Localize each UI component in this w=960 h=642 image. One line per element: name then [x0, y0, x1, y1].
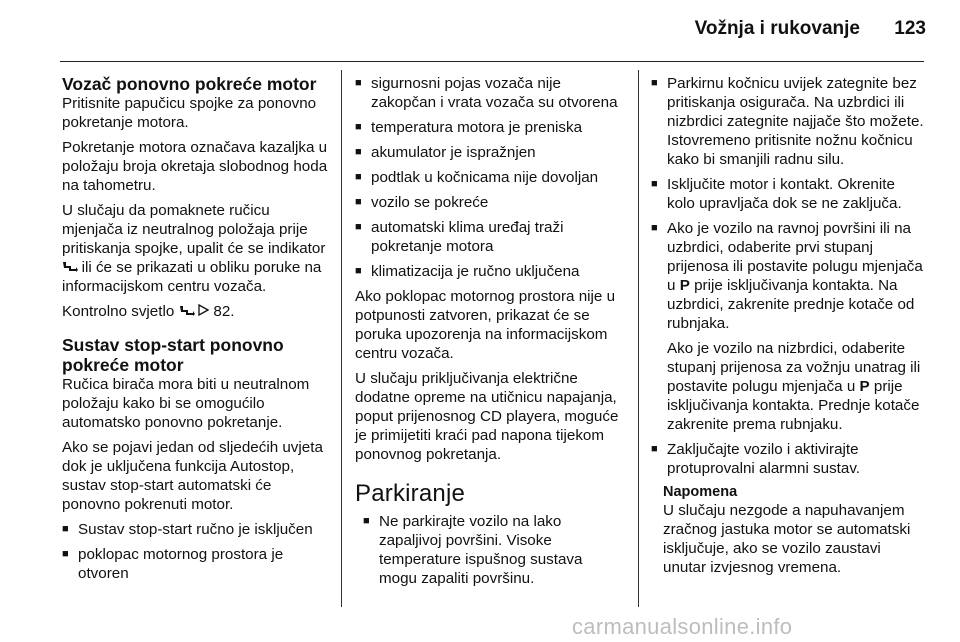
paragraph: Ako poklopac motornog prostora nije u potpunosti zatvoren, prikazat će se poruka upozorenja na informacijskom centru vozača.: [355, 288, 616, 362]
text-span: Kontrolno svjetlo: [62, 303, 175, 320]
bullet-item: ■ sigurnosni pojas vozača nije zakopčan i vrata vozača su otvorena: [355, 74, 623, 112]
header-rule: [60, 61, 924, 62]
note-box: [651, 484, 926, 577]
section-title-parking: Parkiranje: [355, 480, 466, 507]
paragraph: Pritisnite papučicu spojke za ponovno pokretanje motora.: [62, 95, 317, 131]
watermark: carmanualsonline.info: [572, 614, 793, 639]
bullet-item: ■ akumulator je ispražnjen: [355, 143, 623, 162]
paragraph: [62, 201, 332, 296]
column-right: [651, 74, 926, 577]
note-title: Napomena: [663, 484, 738, 500]
bullet-item: ■ Zaključajte vozilo i aktivirajte protuprovalni alarmni sustav.: [651, 440, 926, 478]
text-span: Ako je vozilo na nizbrdici, odaberite stupanj prijenosa za vožnju unatrag ili postavite polugu mjenjača u: [667, 340, 921, 395]
column-middle: [355, 74, 623, 594]
bullet-item: ■ podtlak u kočnicama nije dovoljan: [355, 168, 623, 187]
bullet-item: ■ klimatizacija je ručno uključena: [355, 262, 623, 281]
bullet-item: ■ automatski klima uređaj traži pokretanje motora: [355, 218, 623, 256]
bullet-item: ■ Ne parkirajte vozilo na lako zapaljivoj površini. Visoke temperature ispušnog sustava mogu zapaliti površinu.: [363, 512, 623, 588]
running-header-title: Vožnja i rukovanje: [694, 18, 860, 39]
page-reference-link[interactable]: 82.: [213, 303, 235, 320]
page-number: 123: [894, 18, 926, 39]
bullet-item: ■ Parkirnu kočnicu uvijek zategnite bez pritiskanja osigurača. Na uzbrdici ili nizbrdici zategnite najjače što možete. Istovremeno pritisnite nožnu kočnicu kako bi smanjili radnu silu.: [651, 74, 926, 169]
paragraph: U slučaju priključivanja električne dodatne opreme na utičnicu napajanja, poput prijenosnog CD playera, moguće je primijetiti kraći pad napona tijekom ponovnog pokretanja.: [355, 370, 619, 463]
text-span: prije isključivanja kontakta. Prednje kotače zakrenite prema rubnjaku.: [667, 378, 920, 433]
note-text: U slučaju nezgode a napuhavanjem zračnog jastuka motor se automatski isključuje, ako se vozilo zaustavi unutar izvjesnog vremena.: [663, 502, 911, 576]
text-span: Ako je vozilo na ravnoj površini ili na uzbrdici, odaberite prvi stupanj prijenosa ili postavite polugu mjenjača u: [667, 220, 923, 294]
stop-start-indicator-icon: [62, 260, 82, 275]
page-reference-icon: [198, 303, 213, 320]
section-heading-stop-start-restart: Sustav stop-start ponovno pokreće motor: [62, 335, 284, 375]
paragraph: Pokretanje motora označava kazaljka u položaju broja okretaja slobodnog hoda na tahometru.: [62, 139, 328, 194]
bullet-item: ■ vozilo se pokreće: [355, 193, 623, 212]
paragraph: [62, 302, 332, 321]
text-span: prije isključivanja kontakta. Na uzbrdici, zakrenite prednje kotače od rubnjaka.: [667, 277, 915, 332]
column-divider: [638, 70, 639, 607]
bullet-item: ■ poklopac motornog prostora je otvoren: [62, 545, 332, 583]
column-divider: [341, 70, 342, 607]
section-heading-driver-restart: Vozač ponovno pokreće motor: [62, 74, 317, 94]
text-span: U slučaju da pomaknete ručicu mjenjača iz neutralnog položaja prije pritiskanja spojke, upalit će se indikator: [62, 202, 326, 257]
bullet-item: ■ Sustav stop-start ručno je isključen: [62, 520, 332, 539]
paragraph: Ručica birača mora biti u neutralnom položaju kako bi se omogućilo automatsko ponovno pokretanje.: [62, 376, 310, 431]
column-left: [62, 74, 332, 589]
text-span: ili će se prikazati u obliku poruke na informacijskom centru vozača.: [62, 259, 322, 295]
bullet-item: ■ Isključite motor i kontakt. Okrenite kolo upravljača dok se ne zaključa.: [651, 175, 926, 213]
stop-start-indicator-icon: [179, 304, 199, 319]
paragraph: [651, 339, 926, 434]
gear-p-label: P: [679, 277, 690, 294]
bullet-item: ■ temperatura motora je preniska: [355, 118, 623, 137]
gear-p-label: P: [859, 378, 870, 395]
paragraph: Ako se pojavi jedan od sljedećih uvjeta dok je uključena funkcija Autostop, sustav stop-start automatski će ponovno pokrenuti motor.: [62, 439, 323, 513]
bullet-item: [651, 219, 926, 333]
